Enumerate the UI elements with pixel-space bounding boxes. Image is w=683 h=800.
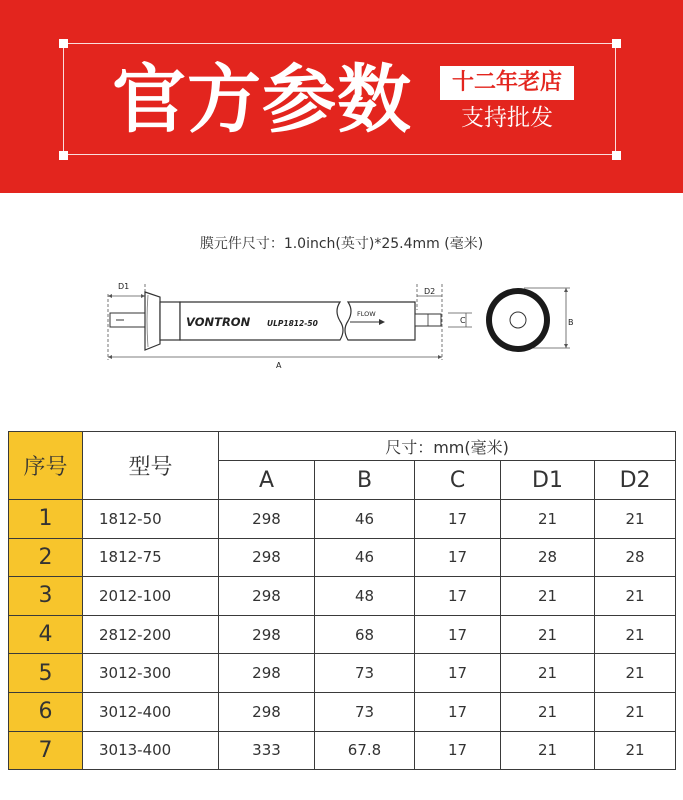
row-c: 17 xyxy=(415,615,501,654)
header-index: 序号 xyxy=(9,432,83,500)
row-c: 17 xyxy=(415,577,501,616)
row-model: 1812-50 xyxy=(83,500,219,539)
spec-table xyxy=(8,431,676,770)
row-d2: 21 xyxy=(595,615,676,654)
row-d1: 21 xyxy=(501,615,595,654)
frame-corner xyxy=(612,39,621,48)
label-c: C xyxy=(460,316,466,325)
row-model: 2812-200 xyxy=(83,615,219,654)
header-model: 型号 xyxy=(83,432,219,500)
header-banner xyxy=(0,0,683,193)
row-d2: 21 xyxy=(595,731,676,770)
row-b: 46 xyxy=(315,500,415,539)
row-c: 17 xyxy=(415,654,501,693)
row-a: 298 xyxy=(219,538,315,577)
header-col-c: C xyxy=(415,461,501,500)
row-model: 1812-75 xyxy=(83,538,219,577)
row-index: 6 xyxy=(9,692,83,731)
row-b: 68 xyxy=(315,615,415,654)
row-index: 1 xyxy=(9,500,83,539)
row-c: 17 xyxy=(415,538,501,577)
row-index: 4 xyxy=(9,615,83,654)
row-model: 3012-400 xyxy=(83,692,219,731)
row-a: 298 xyxy=(219,654,315,693)
row-model: 2012-100 xyxy=(83,577,219,616)
row-d1: 21 xyxy=(501,500,595,539)
diagram-model: ULP1812-50 xyxy=(267,319,318,328)
membrane-diagram xyxy=(0,262,683,382)
header-col-d1: D1 xyxy=(501,461,595,500)
row-d1: 21 xyxy=(501,654,595,693)
label-d2: D2 xyxy=(424,287,436,296)
frame-corner xyxy=(59,39,68,48)
row-a: 298 xyxy=(219,500,315,539)
label-d1: D1 xyxy=(118,282,130,291)
banner-tag-highlight: 十二年老店 xyxy=(440,66,574,100)
table-row xyxy=(9,577,676,616)
row-c: 17 xyxy=(415,692,501,731)
row-index: 7 xyxy=(9,731,83,770)
end-view-core xyxy=(510,312,526,328)
row-a: 333 xyxy=(219,731,315,770)
header-unit: 尺寸：mm(毫米) xyxy=(219,432,676,461)
row-a: 298 xyxy=(219,692,315,731)
row-d2: 21 xyxy=(595,577,676,616)
row-index: 5 xyxy=(9,654,83,693)
row-index: 2 xyxy=(9,538,83,577)
table-row xyxy=(9,615,676,654)
row-b: 46 xyxy=(315,538,415,577)
row-c: 17 xyxy=(415,500,501,539)
row-b: 67.8 xyxy=(315,731,415,770)
diagram-brand: VONTRON xyxy=(186,315,251,329)
row-d2: 21 xyxy=(595,654,676,693)
table-row xyxy=(9,731,676,770)
row-a: 298 xyxy=(219,577,315,616)
row-d1: 28 xyxy=(501,538,595,577)
table-row xyxy=(9,692,676,731)
flow-label: FLOW xyxy=(357,310,376,318)
row-c: 17 xyxy=(415,731,501,770)
row-d1: 21 xyxy=(501,731,595,770)
row-d1: 21 xyxy=(501,577,595,616)
frame-corner xyxy=(59,151,68,160)
label-a: A xyxy=(276,361,282,370)
frame-corner xyxy=(612,151,621,160)
row-b: 48 xyxy=(315,577,415,616)
banner-title: 官方参数 xyxy=(112,57,412,143)
header-col-a: A xyxy=(219,461,315,500)
row-model: 3013-400 xyxy=(83,731,219,770)
row-model: 3012-300 xyxy=(83,654,219,693)
header-col-b: B xyxy=(315,461,415,500)
header-col-d2: D2 xyxy=(595,461,676,500)
row-d1: 21 xyxy=(501,692,595,731)
dimension-caption: 膜元件尺寸：1.0inch(英寸)*25.4mm (毫米) xyxy=(199,236,484,252)
label-b: B xyxy=(568,318,574,327)
table-row xyxy=(9,654,676,693)
row-b: 73 xyxy=(315,692,415,731)
row-d2: 28 xyxy=(595,538,676,577)
row-d2: 21 xyxy=(595,692,676,731)
table-row xyxy=(9,538,676,577)
row-a: 298 xyxy=(219,615,315,654)
banner-tag-sub: 支持批发 xyxy=(461,105,553,131)
row-index: 3 xyxy=(9,577,83,616)
row-b: 73 xyxy=(315,654,415,693)
table-row xyxy=(9,500,676,539)
row-d2: 21 xyxy=(595,500,676,539)
